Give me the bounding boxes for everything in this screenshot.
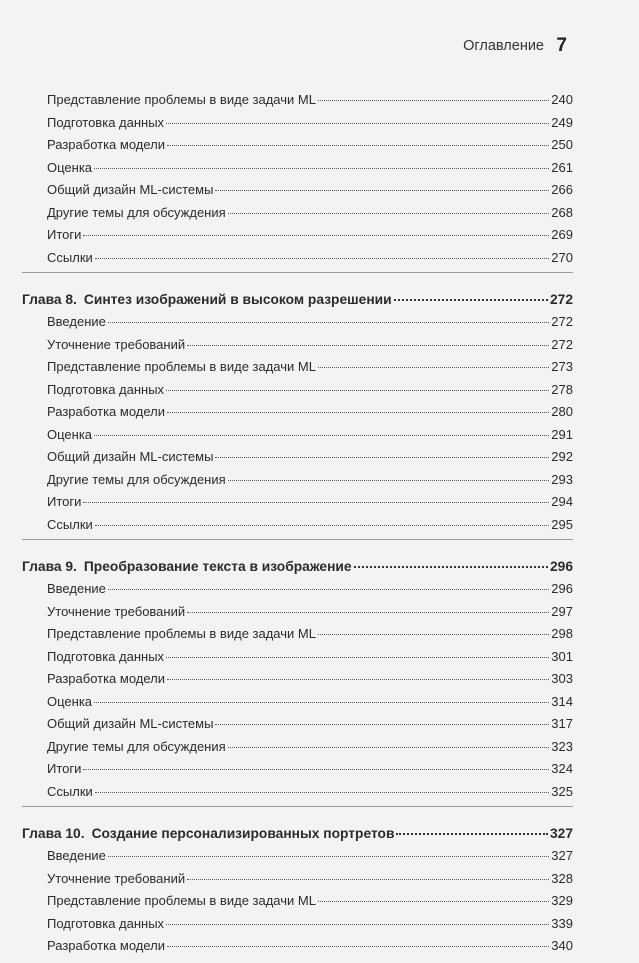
toc-entry-page: 273 xyxy=(551,359,573,374)
toc-entry-title: Подготовка данных xyxy=(47,915,165,931)
dot-leader xyxy=(396,833,548,835)
running-title: Оглавление xyxy=(463,38,544,54)
dot-leader xyxy=(95,792,550,793)
toc-entry xyxy=(22,623,573,646)
dot-leader xyxy=(83,502,549,503)
dot-leader xyxy=(95,525,550,526)
chapter-heading xyxy=(22,823,573,845)
dot-leader xyxy=(228,480,550,481)
toc-entry xyxy=(22,424,573,447)
toc-entry-page: 268 xyxy=(551,204,573,220)
toc-entry-title: Итоги xyxy=(47,227,82,242)
dot-leader xyxy=(215,457,549,458)
toc-entry-title: Общий дизайн ML-системы xyxy=(47,716,214,731)
toc-entry-title: Подготовка данных xyxy=(47,114,165,130)
toc-entry xyxy=(22,469,573,492)
toc-entry xyxy=(22,713,573,736)
toc-entry-title: Представление проблемы в виде задачи ML xyxy=(47,626,316,641)
toc-entry-title: Другие темы для обсуждения xyxy=(47,738,226,754)
chapter-title: Создание персонализированных портретов xyxy=(91,826,395,841)
toc-entry xyxy=(22,578,573,601)
toc-entry-title: Оценка xyxy=(47,693,93,709)
toc-entry-title: Общий дизайн ML-системы xyxy=(47,182,214,197)
dot-leader xyxy=(318,634,549,635)
dot-leader xyxy=(167,145,549,146)
toc-entry-page: 272 xyxy=(551,336,573,352)
toc-entry xyxy=(22,890,573,913)
dot-leader xyxy=(167,679,549,680)
toc-entry-page: 303 xyxy=(551,671,573,686)
toc-entry xyxy=(22,224,573,247)
page-number: 7 xyxy=(556,35,567,56)
toc-entry xyxy=(22,401,573,424)
toc-entry-title: Разработка модели xyxy=(47,671,166,686)
chapter-page: 327 xyxy=(549,826,573,841)
dot-leader xyxy=(166,924,549,925)
toc-entry xyxy=(22,379,573,402)
dot-leader xyxy=(166,657,549,658)
dot-leader xyxy=(167,946,549,947)
toc-entry-page: 340 xyxy=(551,938,573,953)
dot-leader xyxy=(187,879,549,880)
dot-leader xyxy=(215,190,549,191)
toc-entry xyxy=(22,668,573,691)
chapter-page: 272 xyxy=(549,292,573,307)
toc-entry-title: Разработка модели xyxy=(47,938,166,953)
dot-leader xyxy=(215,724,549,725)
toc-entry-title: Другие темы для обсуждения xyxy=(47,471,226,487)
toc-entry-title: Итоги xyxy=(47,494,82,509)
toc-entry xyxy=(22,845,573,868)
section-divider xyxy=(22,806,573,807)
toc-entry-page: 317 xyxy=(551,716,573,731)
chapter-heading xyxy=(22,289,573,311)
toc-entry xyxy=(22,913,573,936)
toc-entry-page: 323 xyxy=(551,738,573,754)
toc-entry xyxy=(22,311,573,334)
toc-entry-page: 294 xyxy=(551,494,573,509)
toc-entry-page: 328 xyxy=(551,870,573,886)
toc-entry-page: 301 xyxy=(551,648,573,664)
dot-leader xyxy=(108,322,549,323)
toc-entry xyxy=(22,179,573,202)
dot-leader xyxy=(108,589,549,590)
dot-leader xyxy=(228,747,550,748)
toc-entry-page: 327 xyxy=(551,848,573,863)
page-header xyxy=(0,36,639,60)
chapter-title: Синтез изображений в высоком разрешении xyxy=(83,292,392,307)
section-divider xyxy=(22,272,573,273)
toc-entry-title: Разработка модели xyxy=(47,404,166,419)
toc-entry-page: 266 xyxy=(551,182,573,197)
toc-entry xyxy=(22,781,573,804)
toc-entry-title: Оценка xyxy=(47,426,93,442)
toc-entry-title: Другие темы для обсуждения xyxy=(47,204,226,220)
toc-entry-page: 270 xyxy=(551,249,573,265)
dot-leader xyxy=(318,100,549,101)
toc-entry-title: Подготовка данных xyxy=(47,381,165,397)
toc-entry-page: 261 xyxy=(551,159,573,175)
toc-entry xyxy=(22,356,573,379)
toc-entry-title: Введение xyxy=(47,848,106,863)
toc-entry-title: Представление проблемы в виде задачи ML xyxy=(47,92,316,107)
chapter-page: 296 xyxy=(549,559,573,574)
chapter-title: Преобразование текста в изображение xyxy=(83,559,352,574)
toc-entry-page: 249 xyxy=(551,114,573,130)
toc-entry-page: 291 xyxy=(551,426,573,442)
chapter-heading xyxy=(22,556,573,578)
dot-leader xyxy=(187,612,549,613)
dot-leader xyxy=(318,901,549,902)
toc-entry-page: 292 xyxy=(551,449,573,464)
toc-entry-title: Представление проблемы в виде задачи ML xyxy=(47,893,316,908)
toc-entry xyxy=(22,601,573,624)
dot-leader xyxy=(95,258,550,259)
chapter-label: Глава 8. xyxy=(22,292,77,307)
chapter-label: Глава 10. xyxy=(22,826,85,841)
toc-entry-page: 325 xyxy=(551,783,573,799)
toc-entry-title: Разработка модели xyxy=(47,137,166,152)
toc-entry-page: 250 xyxy=(551,137,573,152)
toc-entry xyxy=(22,446,573,469)
toc-entry-title: Введение xyxy=(47,581,106,596)
dot-leader xyxy=(318,367,549,368)
toc-entry xyxy=(22,514,573,537)
dot-leader xyxy=(187,345,549,346)
toc-entry-title: Ссылки xyxy=(47,249,93,265)
toc-entry-page: 269 xyxy=(551,227,573,242)
toc-entry-page: 324 xyxy=(551,761,573,776)
dot-leader xyxy=(83,769,549,770)
dot-leader xyxy=(94,435,549,436)
toc-entry xyxy=(22,334,573,357)
dot-leader xyxy=(83,235,549,236)
dot-leader xyxy=(166,123,549,124)
toc-entry xyxy=(22,736,573,759)
table-of-contents xyxy=(22,89,573,958)
toc-entry-page: 339 xyxy=(551,915,573,931)
toc-entry-page: 329 xyxy=(551,893,573,908)
toc-entry-title: Введение xyxy=(47,314,106,329)
toc-entry-title: Уточнение требований xyxy=(47,870,186,886)
dot-leader xyxy=(354,566,548,568)
toc-entry-page: 297 xyxy=(551,603,573,619)
toc-entry-title: Оценка xyxy=(47,159,93,175)
toc-entry xyxy=(22,89,573,112)
toc-entry xyxy=(22,691,573,714)
dot-leader xyxy=(394,299,548,301)
toc-entry-page: 296 xyxy=(551,581,573,596)
dot-leader xyxy=(94,702,549,703)
toc-entry-page: 314 xyxy=(551,693,573,709)
toc-entry xyxy=(22,646,573,669)
toc-entry-page: 293 xyxy=(551,471,573,487)
toc-entry-page: 240 xyxy=(551,92,573,107)
toc-entry xyxy=(22,491,573,514)
toc-entry xyxy=(22,868,573,891)
toc-entry xyxy=(22,157,573,180)
toc-entry xyxy=(22,935,573,958)
chapter-label: Глава 9. xyxy=(22,559,77,574)
toc-entry-title: Представление проблемы в виде задачи ML xyxy=(47,359,316,374)
toc-entry-title: Уточнение требований xyxy=(47,336,186,352)
toc-entry-page: 298 xyxy=(551,626,573,641)
dot-leader xyxy=(166,390,549,391)
toc-entry-title: Ссылки xyxy=(47,783,93,799)
toc-entry-title: Уточнение требований xyxy=(47,603,186,619)
dot-leader xyxy=(94,168,549,169)
dot-leader xyxy=(228,213,550,214)
toc-entry-title: Подготовка данных xyxy=(47,648,165,664)
toc-entry-title: Общий дизайн ML-системы xyxy=(47,449,214,464)
dot-leader xyxy=(108,856,549,857)
toc-entry-title: Итоги xyxy=(47,761,82,776)
toc-entry xyxy=(22,247,573,270)
section-divider xyxy=(22,539,573,540)
dot-leader xyxy=(167,412,549,413)
toc-entry-page: 272 xyxy=(551,314,573,329)
toc-entry xyxy=(22,202,573,225)
toc-entry-page: 278 xyxy=(551,381,573,397)
toc-entry xyxy=(22,134,573,157)
toc-entry xyxy=(22,112,573,135)
toc-entry-page: 280 xyxy=(551,404,573,419)
toc-entry-page: 295 xyxy=(551,516,573,532)
toc-entry-title: Ссылки xyxy=(47,516,93,532)
toc-entry xyxy=(22,758,573,781)
